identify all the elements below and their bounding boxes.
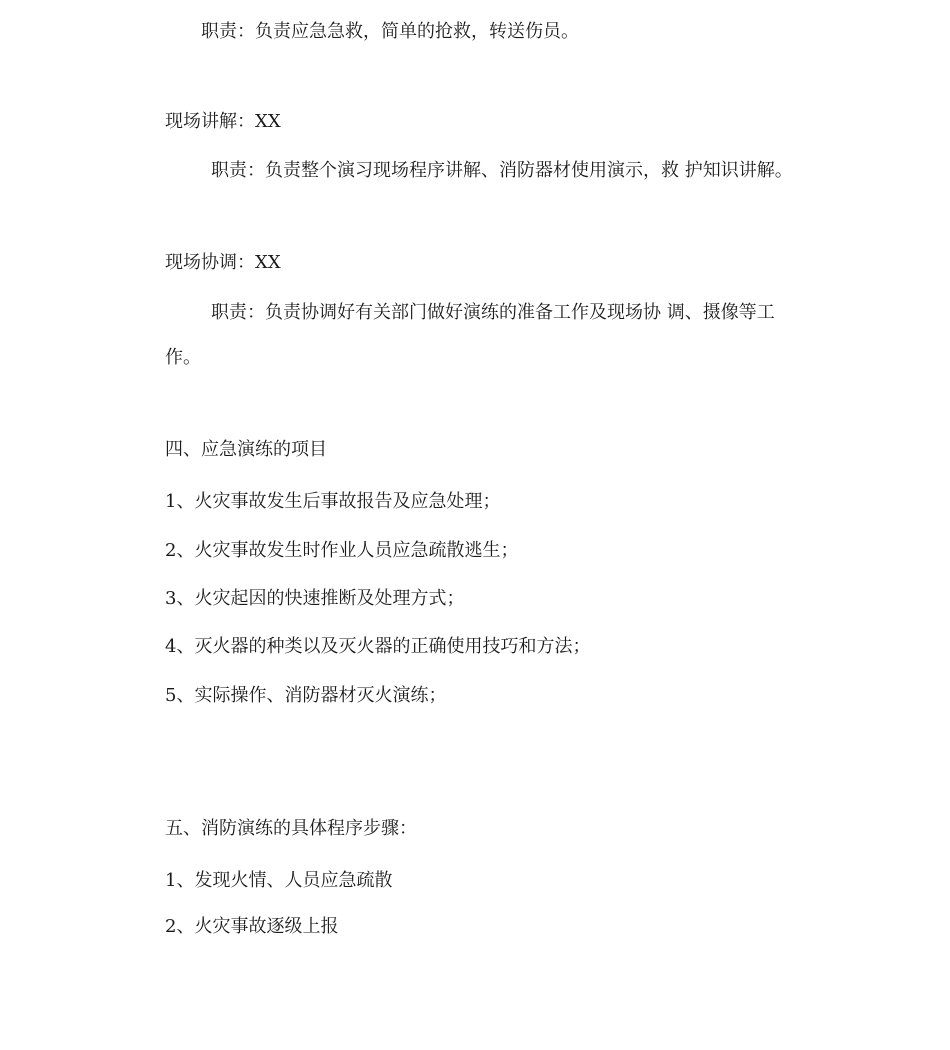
list-item: 5、实际操作、消防器材灭火演练； (165, 685, 447, 706)
list-item: 1、发现火情、人员应急疏散 (165, 870, 393, 891)
onsite-coord-duty-line-2: 作。 (165, 347, 201, 368)
section-4-heading: 四、应急演练的项目 (165, 439, 327, 460)
list-item: 3、火灾起因的快速推断及处理方式； (165, 588, 465, 609)
list-item: 4、灭火器的种类以及灭火器的正确使用技巧和方法； (165, 636, 591, 657)
list-item: 2、火灾事故逐级上报 (165, 916, 339, 937)
section-5-heading: 五、消防演练的具体程序步骤： (165, 818, 417, 839)
onsite-coord-duty-line-1: 职责：负责协调好有关部门做好演练的准备工作及现场协 调、摄像等工 (211, 302, 775, 323)
onsite-explain-duty-text: 职责：负责整个演习现场程序讲解、消防器材使用演示，救 护知识讲解。 (211, 160, 793, 181)
onsite-coord-label: 现场协调：XX (165, 252, 281, 273)
onsite-explain-label: 现场讲解：XX (165, 111, 281, 132)
list-item: 2、火灾事故发生时作业人员应急疏散逃生； (165, 540, 519, 561)
first-aid-duty-text: 职责：负责应急急救，简单的抢救，转送伤员。 (201, 21, 579, 42)
list-item: 1、火灾事故发生后事故报告及应急处理； (165, 491, 501, 512)
